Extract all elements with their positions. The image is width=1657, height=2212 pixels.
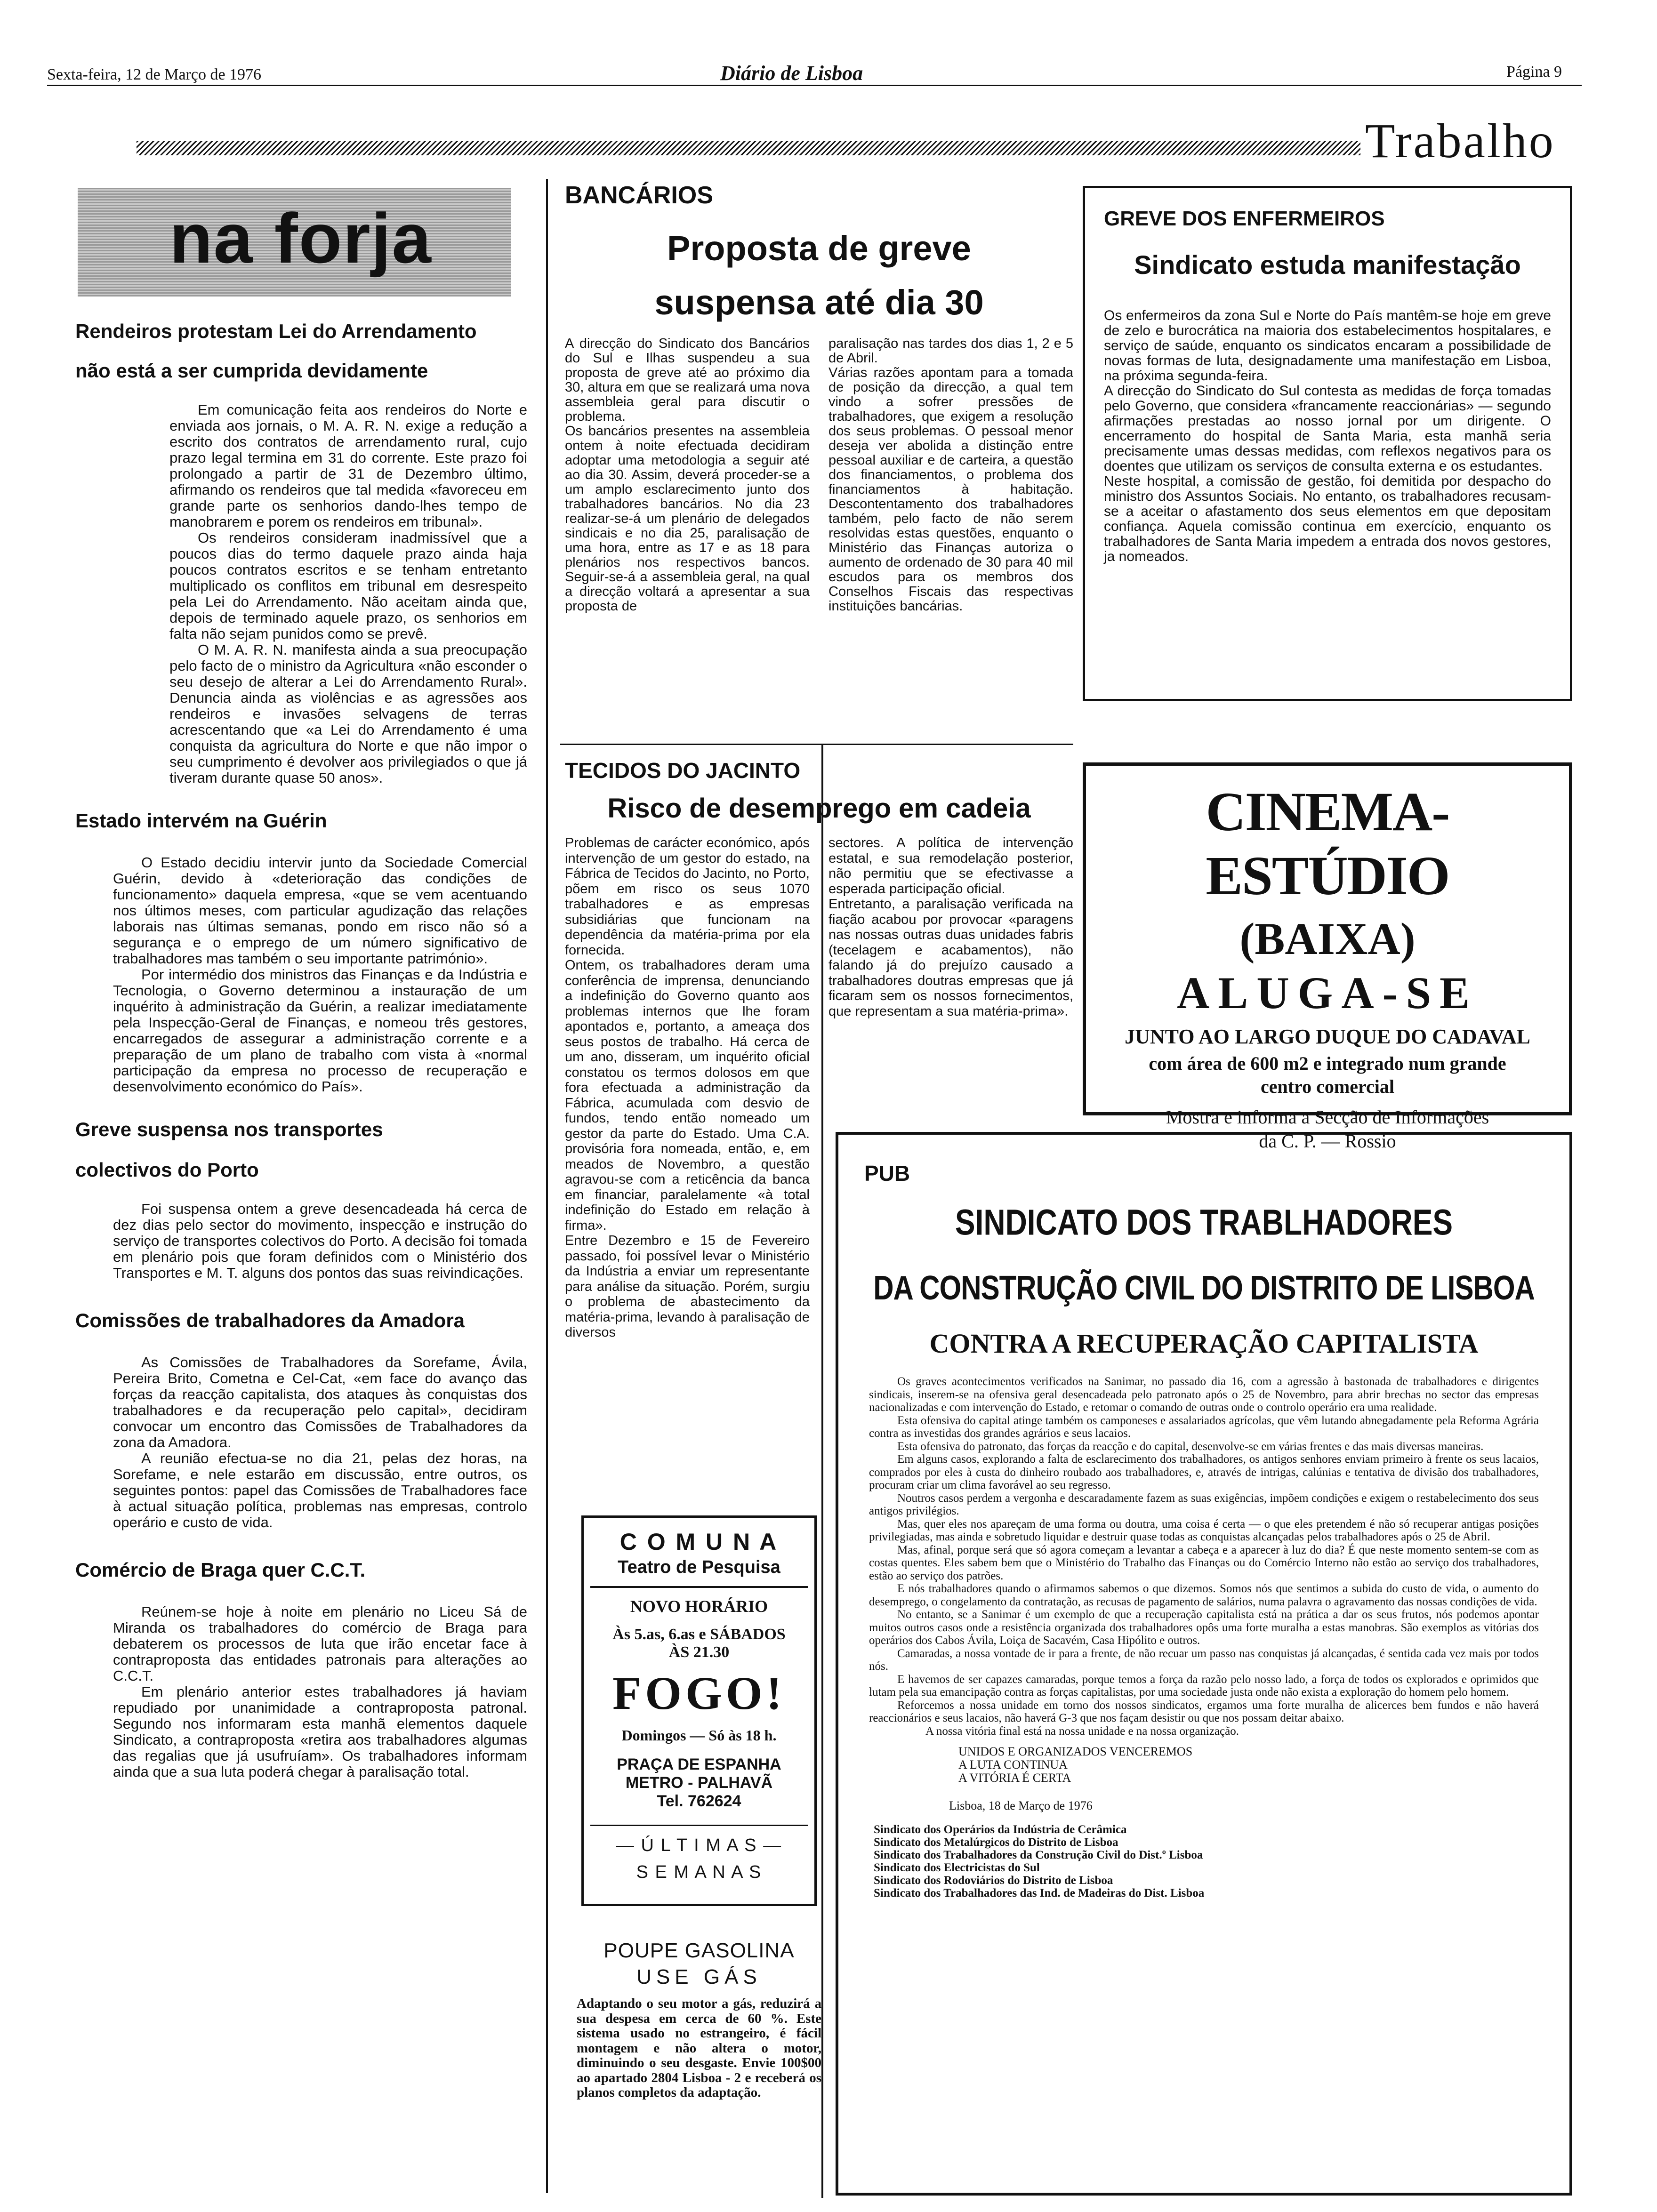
tecidos-headline: Risco de desemprego em cadeia bbox=[607, 793, 1031, 824]
sindicato-title1: SINDICATO DOS TRABLHADORES bbox=[955, 1202, 1453, 1243]
left-column bbox=[75, 320, 527, 1780]
gasolina-ad bbox=[577, 1939, 821, 2100]
cinema-line4: Mostra e informa a Secção de Informações bbox=[1166, 1106, 1489, 1128]
paragraph: Foi suspensa ontem a greve desencadeada há cerca de dez dias pelo sector do movimento, inspecção e instrução do serviço de transportes colectivos do Porto. A decisão foi tomada em plenário pois que foram definidos com o Ministério dos Transportes e M. T. alguns dos pontos das suas reivindicações. bbox=[113, 1201, 527, 1281]
paragraph: Reforcemos a nossa unidade em torno dos nossos sindicatos, ergamos uma forte muralha de alicerces bem fundos e não haverá reaccionários e seus lacaios, não haverá G-3 que nos façam desistir ou que nos possam deitar abaixo. bbox=[869, 1699, 1539, 1724]
paragraph: Mas, quer eles nos apareçam de uma forma ou doutra, uma coisa é certa — o que eles pretendem é não só recuperar antigas posições privilegiadas, mas ainda e sobretudo liquidar e destruir quase todas as conquistas alcançadas pelos trabalhadores após o 25 de Abril. bbox=[869, 1517, 1539, 1543]
signatory: Sindicato dos Operários da Indústria de Cerâmica bbox=[874, 1823, 1127, 1836]
story-body bbox=[75, 1201, 527, 1281]
tecidos-kicker: TECIDOS DO JACINTO bbox=[565, 758, 801, 783]
paragraph: As Comissões de Trabalhadores da Sorefame, Ávila, Pereira Brito, Cometna e Cel-Cat, «em face do avanço das forças da reacção capitalista, dos ataques às conquistas dos trabalhadores e da recuperação pelo capital», decidiram convocar um encontro das Comissões de Trabalhadores da zona da Amadora. bbox=[113, 1354, 527, 1451]
story-transportes bbox=[75, 1118, 527, 1281]
comuna-schedule-title: NOVO HORÁRIO bbox=[630, 1597, 768, 1616]
story-body bbox=[75, 1604, 527, 1780]
sindicato-signatories bbox=[874, 1823, 1544, 1899]
sindicato-body bbox=[864, 1375, 1544, 1738]
story-body bbox=[75, 855, 527, 1095]
comuna-subtitle: Teatro de Pesquisa bbox=[618, 1557, 780, 1577]
comuna-time: ÀS 21.30 bbox=[668, 1643, 730, 1661]
signatory: Sindicato dos Electricistas do Sul bbox=[874, 1861, 1040, 1874]
story-rendeiros bbox=[75, 320, 527, 786]
paragraph: Por intermédio dos ministros das Finanças e da Indústria e Tecnologia, o Governo determinou a instauração de um inquérito à administração da Guérin, a realizar imediatamente pela Inspecção-Geral de Finanças, e nomeou três gestores, encarregados de assegurar a administração corrente e a preparação de um plano de trabalho com vista à «normal participação da empresa no processo de recuperação e desenvolvimento económico do País». bbox=[113, 966, 527, 1095]
masthead-rule bbox=[47, 85, 1582, 86]
comuna-footer1: — Ú L T I M A S — bbox=[616, 1835, 782, 1855]
signatory: Sindicato dos Trabalhadores das Ind. de Madeiras do Dist. Lisboa bbox=[874, 1887, 1205, 1899]
comuna-title: C O M U N A bbox=[619, 1529, 779, 1555]
cinema-line2: com área de 600 m2 e integrado num grande bbox=[1149, 1053, 1506, 1074]
paragraph: E havemos de ser capazes camaradas, porque temos a força da razão pelo nosso lado, a força de todos os explorados e oprimidos que lutam pela sua emancipação contra as forças capitalistas, por uma sociedade justa onde não exista a exploração do homem pelo homem. bbox=[869, 1673, 1539, 1699]
slogan: A LUTA CONTINUA bbox=[958, 1758, 1068, 1771]
slogan: UNIDOS E ORGANIZADOS VENCEREMOS bbox=[958, 1745, 1193, 1758]
gasolina-subtitle: USE GÁS bbox=[636, 1965, 762, 1988]
story-body bbox=[75, 1354, 527, 1531]
story-headline: colectivos do Porto bbox=[75, 1159, 259, 1181]
cinema-line1: JUNTO AO LARGO DUQUE DO CADAVAL bbox=[1125, 1025, 1530, 1048]
sindicato-title2: DA CONSTRUÇÃO CIVIL DO DISTRITO DE LISBOA bbox=[873, 1269, 1535, 1307]
masthead-date: Sexta-feira, 12 de Março de 1976 bbox=[47, 66, 262, 83]
signatory: Sindicato dos Rodoviários do Distrito de Lisboa bbox=[874, 1874, 1113, 1887]
paragraph: Em comunicação feita aos rendeiros do Norte e enviada aos jornais, o M. A. R. N. exige a redução a escrito dos contratos de arrendamento rural, cujo prazo legal termina em 31 do corrente. Este prazo foi prolongado a partir de 31 de Dezembro último, afirmando os rendeiros que tal medida «favoreceu em grande parte os senhorios dando-lhes tempo de manobrarem e porem os rendeiros em tribunal». bbox=[169, 401, 527, 530]
paragraph: A reunião efectua-se no dia 21, pelas dez horas, na Sorefame, e nele estarão em discussão, entre outros, os seguintes pontos: papel das Comissões de Trabalhadores face à actual situação política, problemas nas empresas, controlo operário e custo de vida. bbox=[113, 1450, 527, 1531]
section-hatch bbox=[137, 141, 1360, 155]
signatory: Sindicato dos Metalúrgicos do Distrito de Lisboa bbox=[874, 1836, 1118, 1849]
paragraph: Camaradas, a nossa vontade de ir para a frente, de não recuar um passo nas conquistas já alcançadas, é sentida cada vez mais por todos nós. bbox=[869, 1647, 1539, 1673]
enfermeiros-headline: Sindicato estuda manifestação bbox=[1134, 250, 1521, 280]
bancarios-headline-2: suspensa até dia 30 bbox=[654, 283, 984, 322]
masthead-page: Página 9 bbox=[1506, 63, 1562, 80]
enfermeiros-box bbox=[1083, 186, 1572, 701]
story-headline: Comissões de trabalhadores da Amadora bbox=[75, 1309, 465, 1331]
paragraph: Mas, afinal, porque será que só agora começam a levantar a cabeça e a aparecer à luz do dia? É que neste momento sentem-se com as costas quentes. Eles sabem bem que o Ministério do Trabalho das Finanças ou do Comércio Interno não estão ao serviço dos trabalhadores, estão ao serviço dos patrões. bbox=[869, 1543, 1539, 1582]
comuna-schedule: Às 5.as, 6.as e SÁBADOS bbox=[612, 1626, 786, 1643]
tecidos-col2: sectores. A política de intervenção estatal, e sua remodelação posterior, não permitiu que se efectivasse a esperada participação oficial. Entretanto, a paralisação verificada na fiação acabou por provocar «paragens nas nossas outras duas unidades fabris (tecelagem e acabamentos), não falando já do prejuízo causado a trabalhadores doutras empresas que já ficaram sem os nossos fornecimentos, que representam a sua matéria-prima». bbox=[828, 835, 1073, 1019]
sindicato-date: Lisboa, 18 de Março de 1976 bbox=[949, 1799, 1093, 1812]
comuna-play: FOGO! bbox=[612, 1667, 786, 1719]
comuna-rule-2 bbox=[590, 1825, 808, 1826]
comuna-phone: Tel. 762624 bbox=[657, 1792, 741, 1810]
paragraph: Os rendeiros consideram inadmissível que a poucos dias do termo daquele prazo ainda haja poucos contratos escritos e se tenham entretanto multiplicado os conflitos em tribunal em desrespeito pela Lei do Arrendamento. Não aceitam ainda que, depois de terminado aquele prazo, os senhorios em falta não sejam punidos como se prevê. bbox=[169, 529, 527, 642]
story-headline: Greve suspensa nos transportes bbox=[75, 1118, 383, 1140]
enfermeiros-text: Os enfermeiros da zona Sul e Norte do País mantêm-se hoje em greve de zelo e burocrática na maioria dos estabelecimentos hospitalares, e serviço de saúde, enquanto os sindicatos encaram a possibilidade de novas formas de luta, designadamente uma manifestação em Lisboa, na próxima segunda-feira. A direcção do Sindicato do Sul contesta as medidas de força tomadas pelo Governo, que considera «francamente reaccionárias» — segundo afirmações prestadas ao nosso jornal por um dirigente. O encerramento do hospital de Santa Maria, esta manhã seria precisamente umas dessas medidas, com reflexos negativos para os doentes que utilizam os serviços de consulta externa e os estudantes. Neste hospital, a comissão de gestão, foi demitida por despacho do ministro dos Assuntos Sociais. No entanto, os trabalhadores recusam-se a aceitar o afastamento dos seus elementos em que depositam confiança. Aquela comissão continua em exercício, enquanto os trabalhadores de Santa Maria impedem a entrada dos novos gestores, ja nomeados. bbox=[1104, 308, 1551, 564]
story-braga bbox=[75, 1559, 527, 1780]
sindicato-pub-label: PUB bbox=[864, 1161, 910, 1186]
paragraph: Os graves acontecimentos verificados na Sanimar, no passado dia 16, com a agressão à bastonada de trabalhadores e dirigentes sindicais, inserem-se na ofensiva geral desencadeada pelo patronato após o 25 de Novembro, para abrir brechas no sector das empresas nacionalizadas e com intervenção do Estado, e retomar o comando de outras onde o controlo operário era uma realidade. bbox=[869, 1375, 1539, 1414]
na-forja-kicker bbox=[78, 188, 511, 297]
paragraph: E nós trabalhadores quando o afirmamos sabemos o que dizemos. Somos nós que sentimos a subida do custo de vida, o aumento do desemprego, o congelamento da contratação, as recusas de pagamento de salários, numa palavra o agravamento das nossas condições de vida. bbox=[869, 1582, 1539, 1608]
slogan: A VITÓRIA É CERTA bbox=[958, 1771, 1071, 1785]
story-headline: não está a ser cumprida devidamente bbox=[75, 360, 428, 382]
paragraph: A nossa vitória final está na nossa unidade e na nossa organização. bbox=[925, 1724, 1239, 1738]
comuna-footer2: S E M A N A S bbox=[636, 1862, 762, 1882]
bancarios-kicker: BANCÁRIOS bbox=[565, 182, 713, 209]
story-headline: Comércio de Braga quer C.C.T. bbox=[75, 1559, 366, 1581]
enfermeiros-kicker: GREVE DOS ENFERMEIROS bbox=[1104, 207, 1385, 230]
paragraph: No entanto, se a Sanimar é um exemplo de que a recuperação capitalista está na prática a dar os seus frutos, nós podemos apontar muitos outros casos onde a resistência organizada dos trabalhadores opôs uma forte muralha a estas manobras. São exemplos as vitórias dos operários dos Cabos Ávila, Loiça de Sacavém, Casa Hipólito e outros. bbox=[869, 1608, 1539, 1647]
cinema-line5: da C. P. — Rossio bbox=[1259, 1130, 1396, 1152]
story-headline: Estado intervém na Guérin bbox=[75, 809, 327, 832]
paragraph: Esta ofensiva do capital atinge também os camponeses e assalariados agrícolas, que vêm lutando abnegadamente pela Reforma Agrária contra as investidas dos grandes agrários e seus lacaios. bbox=[869, 1414, 1539, 1440]
story-amadora bbox=[75, 1309, 527, 1531]
comuna-sunday: Domingos — Só às 18 h. bbox=[621, 1727, 777, 1744]
story-headline: Rendeiros protestam Lei do Arrendamento bbox=[75, 320, 477, 342]
signatory: Sindicato dos Trabalhadores da Construção Civil do Dist.º Lisboa bbox=[874, 1849, 1203, 1861]
bancarios-headline: Proposta de greve bbox=[667, 229, 971, 268]
tecidos-col1: Problemas de carácter económico, após intervenção de um gestor do estado, na Fábrica de Tecidos do Jacinto, no Porto, põem em risco os seus 1070 trabalhadores e as empresas subsidiárias que funcionam na dependência da matéria-prima por ela fornecida. Ontem, os trabalhadores deram uma conferência de imprensa, denunciando a indefinição do Governo quanto aos problemas internos que lhe foram apontados e, portanto, a ameaça dos seus postos de trabalho. Há cerca de um ano, disseram, um inquérito oficial constatou os termos dolosos em que fora efectuada a administração da Fábrica, acumulada com desvio de fundos, tendo então nomeado um gestor da parte do Estado. Uma C.A. provisória fora nomeada, então, e, em meados de Novembro, a questão agravou-se com a reticência da banca em financiar, paralelamente «à total indefinição do Estado em relação à firma». Entre Dezembro e 15 de Fevereiro passado, foi possível levar o Ministério da Indústria a enviar um representante para análise da situação. Porém, surgiu o problema de abastecimento da matéria-prima, levando à paralisação de diversos bbox=[565, 835, 810, 1340]
gasolina-text: Adaptando o seu motor a gás, reduzirá a sua despesa em cerca de 60 %. Este sistema usado no estrangeiro, é fácil montagem e não altera o motor, diminuindo o seu desgaste. Envie 100$00 ao apartado 2804 Lisboa - 2 e receberá os planos completos da adaptação. bbox=[577, 1996, 821, 2100]
bancarios-col1: A direcção do Sindicato dos Bancários do Sul e Ilhas suspendeu a sua proposta de greve até ao próximo dia 30, altura em que se realizará uma nova assembleia geral para discutir o problema. Os bancários presentes na assembleia ontem à noite efectuada decidiram adoptar uma metodologia a seguir até ao dia 30. Assim, deverá proceder-se a um amplo esclarecimento junto dos trabalhadores bancários. No dia 23 realizar-se-á um plenário de delegados sindicais e no dia 25, paralisação de uma hora, entre as 17 e as 18 para plenários nos respectivos bancos. Seguir-se-á a assembleia geral, na qual a direcção voltará a apresentar a sua proposta de bbox=[565, 336, 810, 614]
paragraph: Noutros casos perdem a vergonha e descaradamente fazem as suas exigências, impõem condições e exigem o restabelecimento dos seus antigos privilégios. bbox=[869, 1491, 1539, 1517]
comuna-venue2: METRO - PALHAVÃ bbox=[625, 1774, 773, 1792]
paragraph: O Estado decidiu intervir junto da Sociedade Comercial Guérin, devido à «deterioração das condições de funcionamento» daquela empresa, «que se vem acentuando nos últimos meses, com particular agudização das relações laborais nas últimas semanas, pondo em risco não só a segurança e o emprego de um número significativo de trabalhadores mas também o seu importante património». bbox=[113, 854, 527, 967]
comuna-venue1: PRAÇA DE ESPANHA bbox=[617, 1755, 781, 1773]
gasolina-title: POUPE GASOLINA bbox=[603, 1939, 795, 1962]
cinema-ad bbox=[1083, 762, 1572, 1152]
paragraph: Em plenário anterior estes trabalhadores já haviam repudiado por unanimidade a contraproposta patronal. Segundo nos informaram esta manhã elementos daquele Sindicato, a contraproposta «retira aos trabalhadores algumas das regalias que já usufruíam». Os trabalhadores informam ainda que a sua luta poderá chegar à paralisação total. bbox=[113, 1683, 527, 1780]
cinema-call: ALUGA-SE bbox=[1176, 968, 1479, 1018]
section-title: Trabalho bbox=[1365, 114, 1555, 168]
sindicato-ad bbox=[836, 1132, 1572, 2196]
sindicato-slogans bbox=[958, 1745, 1544, 1785]
masthead-paper: Diário de Lisboa bbox=[720, 62, 863, 85]
comuna-ad bbox=[581, 1515, 817, 1906]
na-forja-text: na forja bbox=[169, 199, 432, 278]
bancarios-story bbox=[565, 181, 1073, 614]
cinema-subtitle: (BAIXA) bbox=[1239, 914, 1416, 964]
column-rule-left bbox=[546, 179, 548, 2193]
story-body bbox=[75, 402, 527, 786]
story-guerin bbox=[75, 809, 527, 1095]
sindicato-title3: CONTRA A RECUPERAÇÃO CAPITALISTA bbox=[929, 1328, 1479, 1359]
paragraph: Esta ofensiva do patronato, das forças da reacção e do capital, desenvolve-se em várias frentes e das mais diversas maneiras. bbox=[897, 1440, 1484, 1453]
bancarios-col2: paralisação nas tardes dos dias 1, 2 e 5 de Abril. Várias razões apontam para a tomada de posição da direcção, a qual tem vindo a sofrer pressões de trabalhadores, que exigem a resolução dos seus problemas. O pessoal menor deseja ver abolida a distinção entre pessoal auxiliar e de carteira, a questão dos financiamentos, o problema dos financiamentos à habitação. Descontentamento dos trabalhadores também, pelo facto de não serem resolvidas estas questões, enquanto o Ministério das Finanças autoriza o aumento de ordenado de 30 para 40 mil escudos para os membros dos Conselhos Fiscais das respectivas instituições bancárias. bbox=[828, 336, 1073, 614]
comuna-rule bbox=[590, 1586, 808, 1588]
cinema-line3: centro comercial bbox=[1261, 1076, 1394, 1097]
paragraph: Em alguns casos, explorando a falta de esclarecimento dos trabalhadores, os antigos senhores enviam primeiro à frente os seus lacaios, comprados por eles à custa do dinheiro roubado aos trabalhadores, e, através de intrigas, calúnias e tentativa de divisão dos trabalhadores, procuram criar um clima favorável ao seu regresso. bbox=[869, 1453, 1539, 1491]
paragraph: O M. A. R. N. manifesta ainda a sua preocupação pelo facto de o ministro da Agricultura «não esconder o seu desejo de alterar a Lei do Arrendamento Rural». Denuncia ainda as violências e as agressões aos rendeiros e invasões selvagens de terras acrescentando que «a Lei do Arrendamento é uma conquista da agricultura do Norte e que não impor o seu cumprimento é devolver aos privilegiados o que já tiveram durante quase 50 anos». bbox=[169, 641, 527, 786]
cinema-title: CINEMA-ESTÚDIO bbox=[1206, 781, 1449, 906]
paragraph: Reúnem-se hoje à noite em plenário no Liceu Sá de Miranda os trabalhadores do comércio de Braga para debaterem os processos de luta que irão encetar face à contraproposta das entidades patronais para alterações ao C.C.T. bbox=[113, 1603, 527, 1684]
bancarios-rule bbox=[560, 744, 1073, 745]
